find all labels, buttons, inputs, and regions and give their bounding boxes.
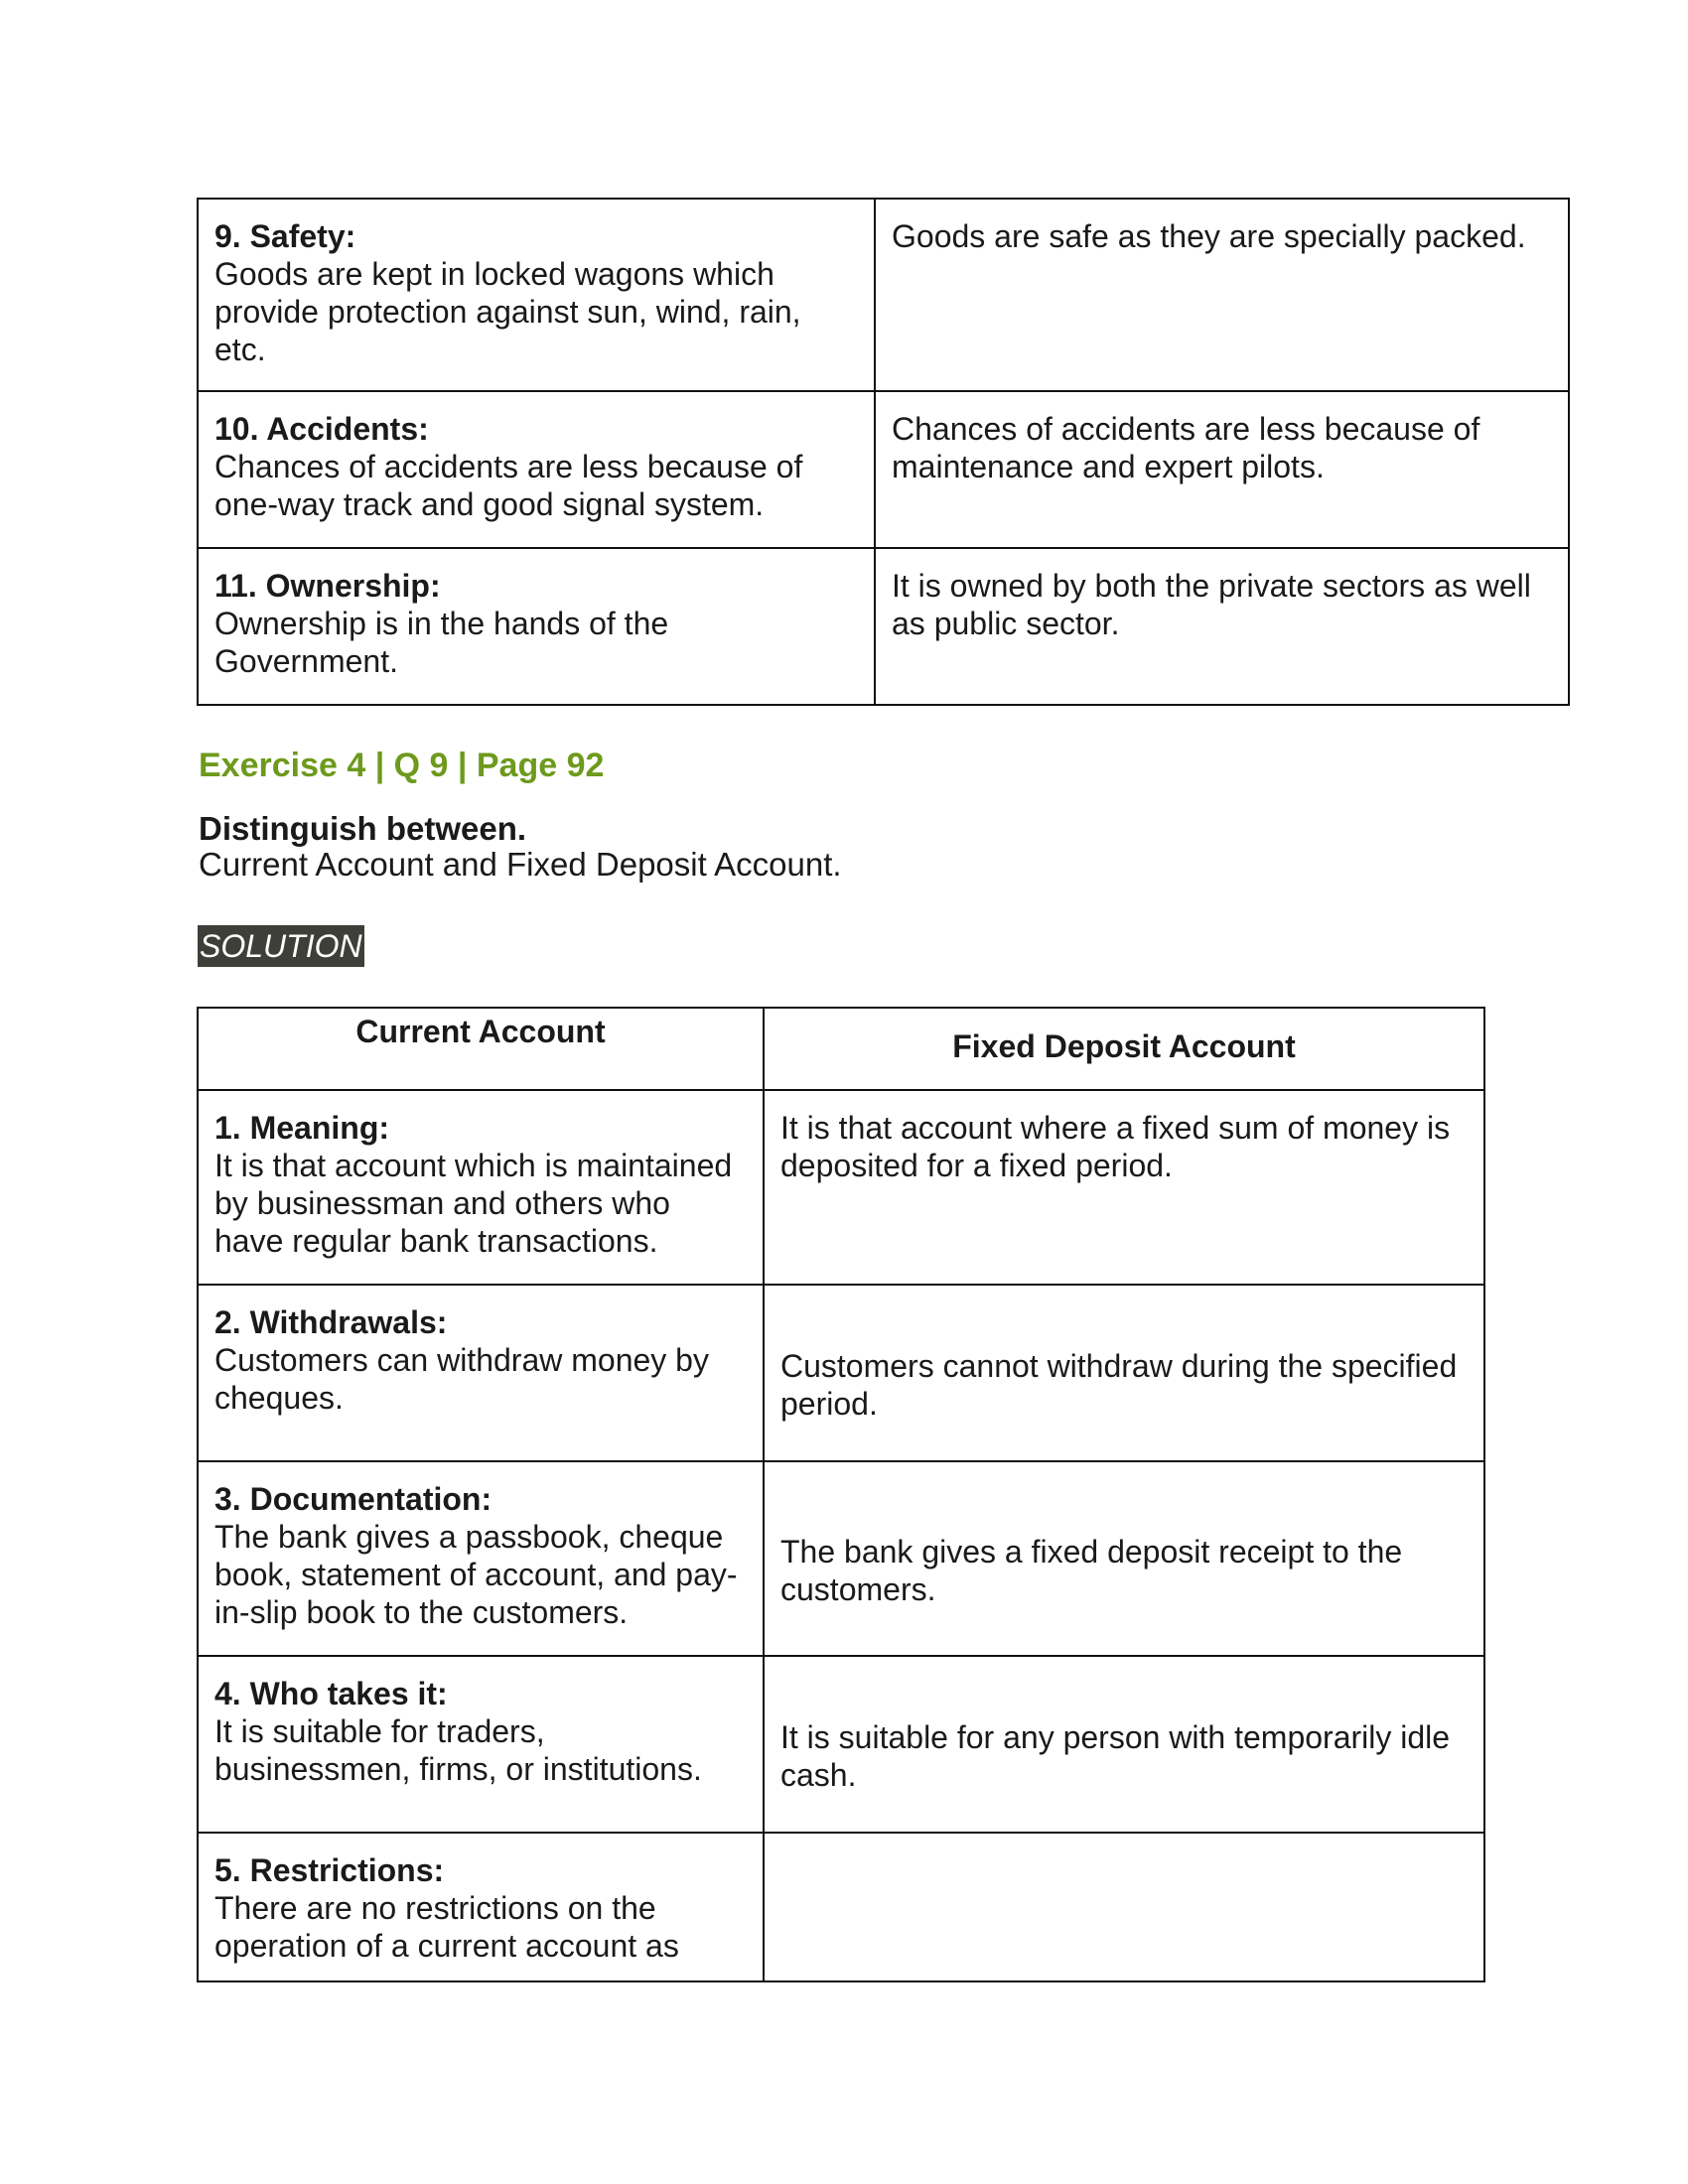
table-cell xyxy=(198,1461,764,1656)
transport-comparison-table xyxy=(197,198,1570,706)
table-cell xyxy=(764,1461,1484,1656)
row-title: 9. Safety: xyxy=(214,218,356,254)
row-title: 5. Restrictions: xyxy=(214,1852,445,1888)
table-row xyxy=(198,391,1569,548)
table-cell xyxy=(875,199,1569,391)
row-title: 2. Withdrawals: xyxy=(214,1304,448,1340)
row-title: 11. Ownership: xyxy=(214,568,441,604)
solution-label: SOLUTION xyxy=(198,925,364,967)
cell-text: It is suitable for traders, businessmen, firms, or institutions. xyxy=(214,1713,702,1787)
cell-text: Chances of accidents are less because of one-way track and good signal system. xyxy=(214,449,803,522)
cell-text: Customers cannot withdraw during the specified period. xyxy=(780,1348,1458,1422)
cell-text: The bank gives a fixed deposit receipt to the customers. xyxy=(780,1534,1403,1607)
question-title: Distinguish between. xyxy=(199,810,527,847)
table-cell xyxy=(764,1090,1484,1285)
table-cell xyxy=(198,1656,764,1833)
table-cell xyxy=(875,548,1569,705)
row-title: 10. Accidents: xyxy=(214,411,429,447)
cell-text: There are no restrictions on the operation of a current account as xyxy=(214,1890,679,1964)
table-row xyxy=(198,1090,1484,1285)
cell-text: It is that account which is maintained by businessman and others who have regular bank transactions. xyxy=(214,1148,733,1259)
cell-text: It is owned by both the private sectors as well as public sector. xyxy=(892,568,1531,641)
table-cell xyxy=(198,1833,764,1981)
cell-text: Ownership is in the hands of the Government. xyxy=(214,606,669,679)
cell-text: Goods are safe as they are specially packed. xyxy=(892,218,1526,254)
table-cell xyxy=(875,391,1569,548)
question-text: Current Account and Fixed Deposit Account. xyxy=(199,846,842,883)
cell-text: It is suitable for any person with temporarily idle cash. xyxy=(780,1719,1451,1793)
cell-text: It is that account where a fixed sum of money is deposited for a fixed period. xyxy=(780,1110,1451,1183)
table-row xyxy=(198,199,1569,391)
table-header-row xyxy=(198,1008,1484,1090)
table-cell xyxy=(198,391,875,548)
account-comparison-table xyxy=(197,1007,1485,1982)
cell-text: Goods are kept in locked wagons which provide protection against sun, wind, rain, etc. xyxy=(214,256,801,367)
table-cell xyxy=(198,1090,764,1285)
table-row xyxy=(198,548,1569,705)
table-cell xyxy=(198,548,875,705)
table-cell xyxy=(198,199,875,391)
cell-text: The bank gives a passbook, cheque book, statement of account, and pay-in-slip book to the customers. xyxy=(214,1519,738,1630)
table-cell xyxy=(764,1285,1484,1461)
column-header: Current Account xyxy=(198,1008,764,1090)
row-title: 3. Documentation: xyxy=(214,1481,492,1517)
cell-text: Chances of accidents are less because of maintenance and expert pilots. xyxy=(892,411,1480,484)
row-title: 4. Who takes it: xyxy=(214,1676,448,1711)
table-cell xyxy=(198,1285,764,1461)
row-title: 1. Meaning: xyxy=(214,1110,390,1146)
table-row xyxy=(198,1656,1484,1833)
column-header: Fixed Deposit Account xyxy=(764,1008,1484,1090)
cell-text: Customers can withdraw money by cheques. xyxy=(214,1342,709,1416)
table-cell xyxy=(764,1833,1484,1981)
table-cell xyxy=(764,1656,1484,1833)
table-row xyxy=(198,1461,1484,1656)
table-row xyxy=(198,1833,1484,1981)
exercise-heading: Exercise 4 | Q 9 | Page 92 xyxy=(199,747,605,784)
table-row xyxy=(198,1285,1484,1461)
